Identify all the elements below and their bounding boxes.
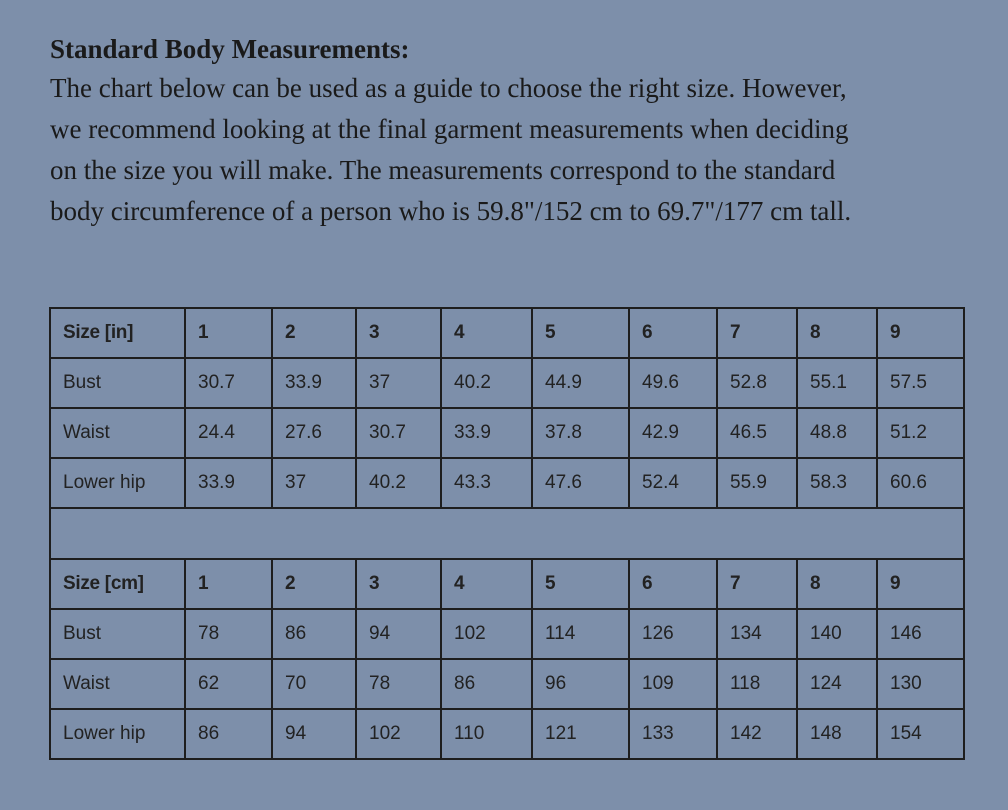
value-cell: 37.8 bbox=[532, 408, 629, 458]
size-cell: 4 bbox=[441, 559, 532, 609]
value-cell: 110 bbox=[441, 709, 532, 759]
size-cell: 8 bbox=[797, 559, 877, 609]
size-cell: 9 bbox=[877, 308, 964, 358]
table-row-waist-cm bbox=[50, 659, 964, 709]
value-cell: 52.8 bbox=[717, 358, 797, 408]
row-label: Bust bbox=[50, 358, 185, 408]
value-cell: 43.3 bbox=[441, 458, 532, 508]
value-cell: 118 bbox=[717, 659, 797, 709]
value-cell: 86 bbox=[185, 709, 272, 759]
intro-line: on the size you will make. The measurements correspond to the standard bbox=[50, 155, 836, 185]
value-cell: 37 bbox=[356, 358, 441, 408]
row-label: Waist bbox=[50, 408, 185, 458]
table-row-spacer bbox=[50, 508, 964, 559]
table-row-header-cm bbox=[50, 559, 964, 609]
row-label: Waist bbox=[50, 659, 185, 709]
size-cell: 2 bbox=[272, 308, 356, 358]
value-cell: 27.6 bbox=[272, 408, 356, 458]
size-cell: 3 bbox=[356, 559, 441, 609]
intro-section bbox=[50, 30, 980, 232]
value-cell: 133 bbox=[629, 709, 717, 759]
value-cell: 44.9 bbox=[532, 358, 629, 408]
size-cell: 6 bbox=[629, 559, 717, 609]
value-cell: 102 bbox=[356, 709, 441, 759]
value-cell: 48.8 bbox=[797, 408, 877, 458]
value-cell: 37 bbox=[272, 458, 356, 508]
value-cell: 86 bbox=[272, 609, 356, 659]
value-cell: 42.9 bbox=[629, 408, 717, 458]
value-cell: 62 bbox=[185, 659, 272, 709]
size-chart-table bbox=[49, 307, 965, 760]
row-label: Bust bbox=[50, 609, 185, 659]
value-cell: 33.9 bbox=[185, 458, 272, 508]
table-row-lower-hip-in bbox=[50, 458, 964, 508]
value-cell: 96 bbox=[532, 659, 629, 709]
value-cell: 70 bbox=[272, 659, 356, 709]
value-cell: 55.1 bbox=[797, 358, 877, 408]
size-cell: 3 bbox=[356, 308, 441, 358]
size-cell: 8 bbox=[797, 308, 877, 358]
size-cell: 4 bbox=[441, 308, 532, 358]
table-row-lower-hip-cm bbox=[50, 709, 964, 759]
value-cell: 94 bbox=[272, 709, 356, 759]
value-cell: 40.2 bbox=[356, 458, 441, 508]
value-cell: 49.6 bbox=[629, 358, 717, 408]
value-cell: 114 bbox=[532, 609, 629, 659]
size-cell: 7 bbox=[717, 559, 797, 609]
table-row-bust-in bbox=[50, 358, 964, 408]
value-cell: 146 bbox=[877, 609, 964, 659]
row-label: Lower hip bbox=[50, 458, 185, 508]
table-row-header-in bbox=[50, 308, 964, 358]
value-cell: 78 bbox=[185, 609, 272, 659]
intro-line: The chart below can be used as a guide to choose the right size. However, bbox=[50, 73, 847, 103]
intro-line: we recommend looking at the final garment measurements when deciding bbox=[50, 114, 849, 144]
value-cell: 126 bbox=[629, 609, 717, 659]
value-cell: 142 bbox=[717, 709, 797, 759]
value-cell: 33.9 bbox=[272, 358, 356, 408]
value-cell: 30.7 bbox=[185, 358, 272, 408]
page-title: Standard Body Measurements: bbox=[50, 34, 410, 64]
value-cell: 46.5 bbox=[717, 408, 797, 458]
intro-text bbox=[50, 68, 980, 232]
value-cell: 154 bbox=[877, 709, 964, 759]
value-cell: 24.4 bbox=[185, 408, 272, 458]
value-cell: 140 bbox=[797, 609, 877, 659]
row-label: Size [in] bbox=[50, 308, 185, 358]
size-cell: 9 bbox=[877, 559, 964, 609]
value-cell: 121 bbox=[532, 709, 629, 759]
table-row-bust-cm bbox=[50, 609, 964, 659]
row-label: Lower hip bbox=[50, 709, 185, 759]
spacer-cell bbox=[50, 508, 964, 559]
size-cell: 2 bbox=[272, 559, 356, 609]
value-cell: 78 bbox=[356, 659, 441, 709]
table-row-waist-in bbox=[50, 408, 964, 458]
row-label: Size [cm] bbox=[50, 559, 185, 609]
size-cell: 1 bbox=[185, 559, 272, 609]
value-cell: 57.5 bbox=[877, 358, 964, 408]
value-cell: 94 bbox=[356, 609, 441, 659]
value-cell: 148 bbox=[797, 709, 877, 759]
value-cell: 102 bbox=[441, 609, 532, 659]
size-cell: 5 bbox=[532, 308, 629, 358]
value-cell: 134 bbox=[717, 609, 797, 659]
value-cell: 40.2 bbox=[441, 358, 532, 408]
value-cell: 33.9 bbox=[441, 408, 532, 458]
value-cell: 51.2 bbox=[877, 408, 964, 458]
value-cell: 47.6 bbox=[532, 458, 629, 508]
value-cell: 55.9 bbox=[717, 458, 797, 508]
value-cell: 60.6 bbox=[877, 458, 964, 508]
size-cell: 6 bbox=[629, 308, 717, 358]
value-cell: 58.3 bbox=[797, 458, 877, 508]
value-cell: 124 bbox=[797, 659, 877, 709]
value-cell: 30.7 bbox=[356, 408, 441, 458]
intro-line: body circumference of a person who is 59.8"/152 cm to 69.7"/177 cm tall. bbox=[50, 196, 852, 226]
size-cell: 1 bbox=[185, 308, 272, 358]
value-cell: 130 bbox=[877, 659, 964, 709]
value-cell: 52.4 bbox=[629, 458, 717, 508]
value-cell: 86 bbox=[441, 659, 532, 709]
size-cell: 5 bbox=[532, 559, 629, 609]
value-cell: 109 bbox=[629, 659, 717, 709]
size-cell: 7 bbox=[717, 308, 797, 358]
